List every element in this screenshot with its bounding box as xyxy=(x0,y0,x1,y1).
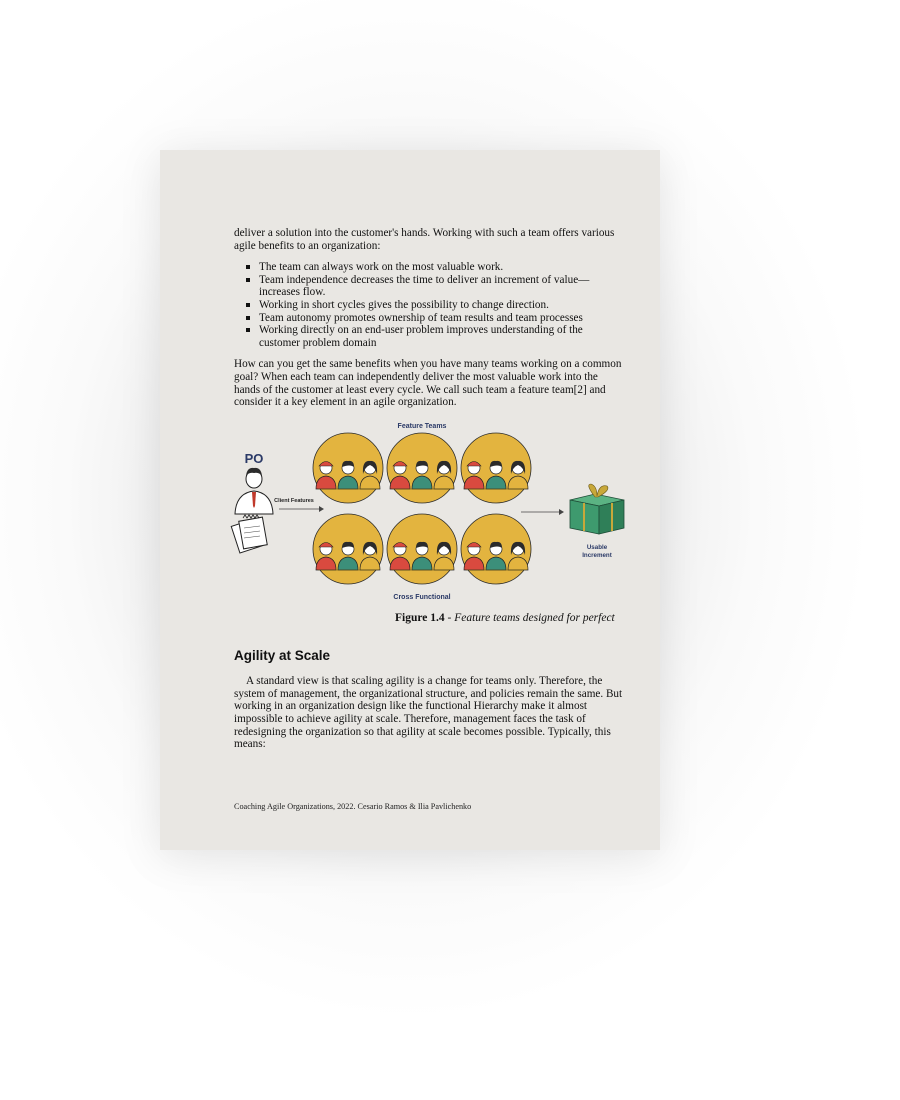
list-item: Team independence decreases the time to deliver an increment of value—increases flow. xyxy=(259,274,626,299)
list-item: Working in short cycles gives the possibility to change direction. xyxy=(259,299,626,312)
feature-team-circle xyxy=(387,433,457,503)
caption-text: Feature teams designed for perfect xyxy=(454,612,615,624)
feature-team-circles xyxy=(313,433,531,584)
feature-team-circle xyxy=(313,433,383,503)
feature-team-paragraph: How can you get the same benefits when you have many teams working on a common goal? When each team can independently deliver the most valuable work into the hands of the customer at least every cycle. We call such team a feature team[2] and consider it a key element in an agile organization. xyxy=(234,358,622,409)
section-heading: Agility at Scale xyxy=(234,648,331,663)
section-paragraph: A standard view is that scaling agility is a change for teams only. Therefore, the system of management, the organizational structure, and policies remain the same. But working in an organization design like the functional Hierarchy make it almost impossible to achieve agility at scale. Therefore, management faces the task of redesigning the organization so that agility at scale becomes possible. Typically, this means: xyxy=(234,675,623,751)
gift-box-icon xyxy=(570,484,624,559)
caption-separator: - xyxy=(444,612,455,624)
figure-top-label: Feature Teams xyxy=(397,423,447,430)
page-footer: Coaching Agile Organizations, 2022. Cesario Ramos & Ilia Pavlichenko xyxy=(234,802,472,811)
intro-paragraph: deliver a solution into the customer's hands. Working with such a team offers various agile benefits to an organization: xyxy=(234,227,615,252)
benefits-list xyxy=(234,261,626,349)
feature-team-circle xyxy=(461,514,531,584)
list-item: Working directly on an end-user problem improves understanding of the customer problem domain xyxy=(259,324,626,349)
feature-teams-figure xyxy=(229,418,629,600)
increment-label: Increment xyxy=(582,552,612,559)
list-item: Team autonomy promotes ownership of team results and team processes xyxy=(259,312,626,325)
document-page xyxy=(160,150,660,850)
body-text xyxy=(234,227,626,409)
client-features-label: Client Features xyxy=(274,498,314,504)
usable-label: Usable xyxy=(586,544,608,551)
figure-caption xyxy=(395,612,615,624)
notebook-icon xyxy=(231,515,267,553)
product-owner-icon xyxy=(235,451,273,514)
list-item: The team can always work on the most valuable work. xyxy=(259,261,626,274)
caption-number: Figure 1.4 xyxy=(395,612,445,624)
feature-team-circle xyxy=(387,514,457,584)
figure-bottom-label: Cross Functional xyxy=(393,594,451,600)
feature-team-circle xyxy=(461,433,531,503)
po-label: PO xyxy=(244,451,264,466)
feature-team-circle xyxy=(313,514,383,584)
